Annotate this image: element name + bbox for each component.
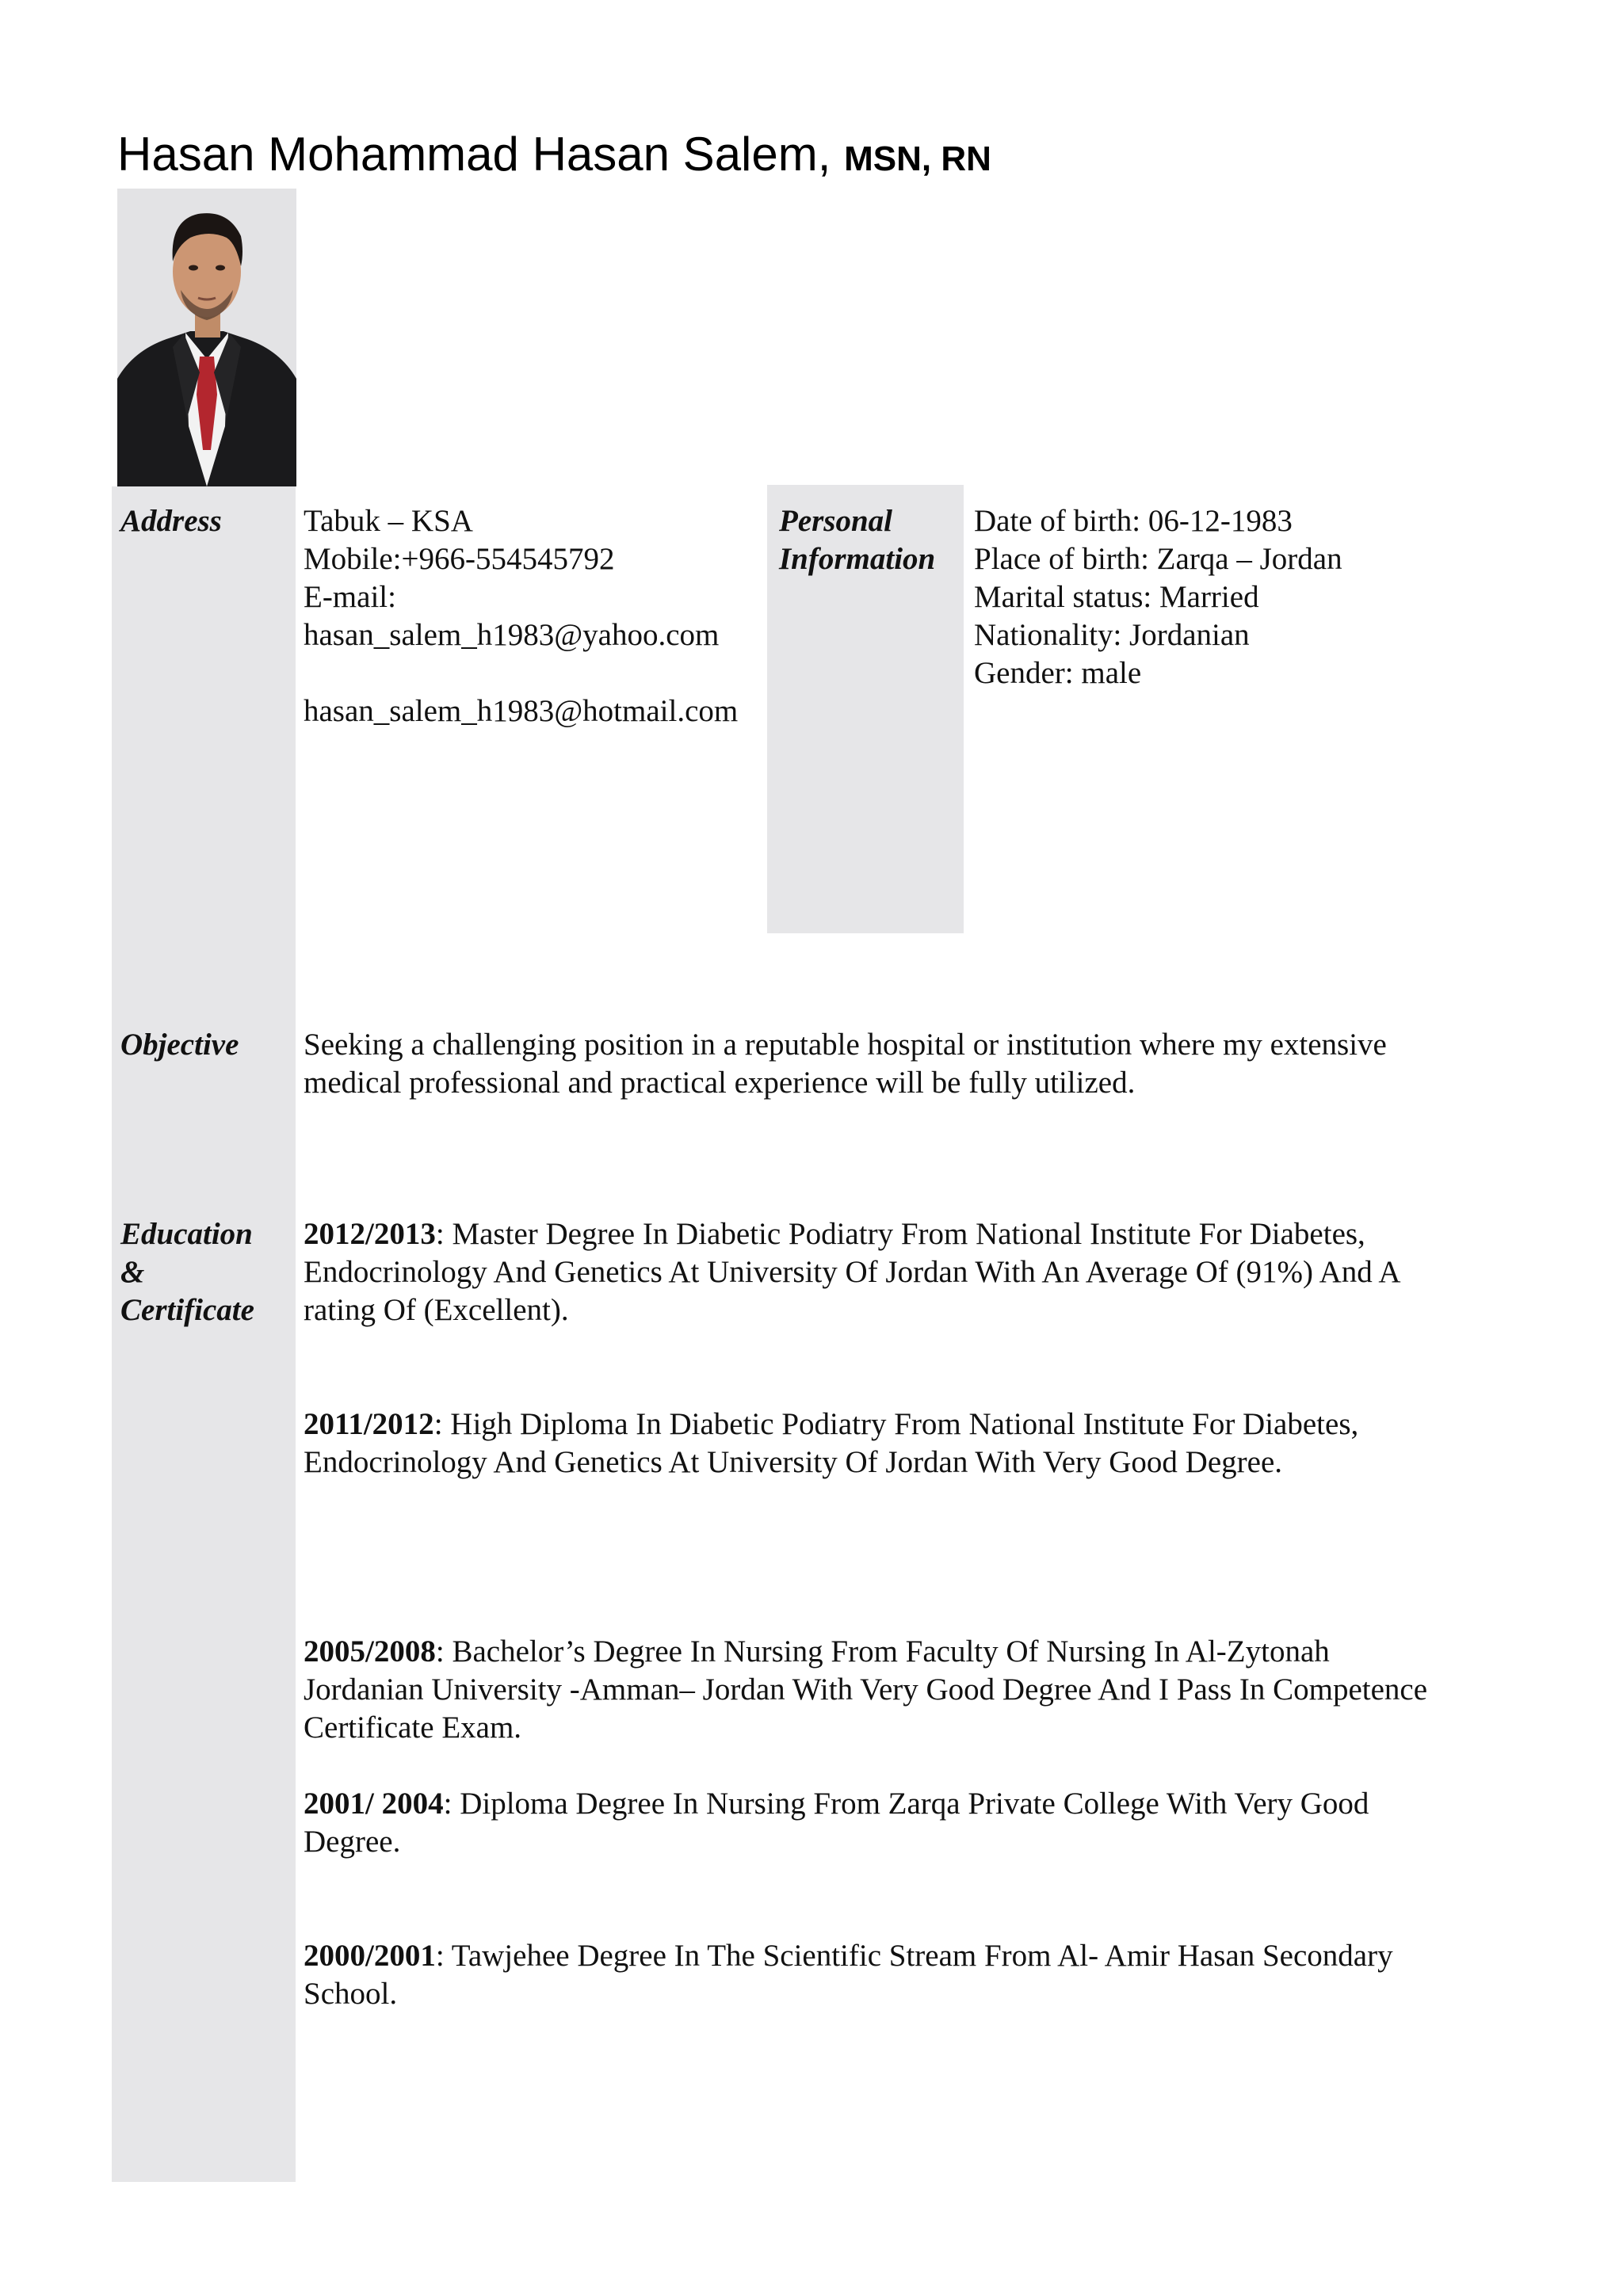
education-entry-line: Jordanian University -Amman– Jordan With Very Good Degree And I Pass In Competence — [304, 1672, 1428, 1707]
education-label-line3: Certificate — [120, 1293, 254, 1327]
education-text: Bachelor’s Degree In Nursing From Faculty Of Nursing In Al-Zytonah — [452, 1634, 1330, 1669]
education-year: 2001/ 2004 — [304, 1787, 444, 1821]
date-of-birth: Date of birth: 06-12-1983 — [974, 504, 1293, 538]
education-entry-line — [304, 1937, 1393, 1975]
objective-line: Seeking a challenging position in a reputable hospital or institution where my extensive — [304, 1028, 1387, 1062]
place-of-birth: Place of birth: Zarqa – Jordan — [974, 542, 1342, 576]
education-text: High Diploma In Diabetic Podiatry From National Institute For Diabetes, — [450, 1407, 1359, 1441]
personal-info-label-line2: Information — [779, 542, 936, 576]
education-entry-line — [304, 1215, 1401, 1253]
page-title — [117, 127, 991, 181]
marital-status: Marital status: Married — [974, 580, 1259, 614]
nationality: Nationality: Jordanian — [974, 618, 1250, 652]
email-label: E-mail: — [304, 580, 396, 614]
education-label-line1: Education — [120, 1217, 253, 1251]
email-hotmail: hasan_salem_h1983@hotmail.com — [304, 694, 739, 728]
email-yahoo: hasan_salem_h1983@yahoo.com — [304, 618, 720, 652]
portrait-image — [117, 189, 296, 486]
left-label-column — [112, 486, 296, 2182]
education-year: 2000/2001 — [304, 1939, 436, 1973]
education-entry-line — [304, 1785, 1369, 1823]
education-year-separator: : — [435, 1634, 453, 1669]
name: Hasan Mohammad Hasan Salem — [117, 128, 818, 181]
address-block — [304, 502, 738, 730]
education-entry-line: Degree. — [304, 1825, 401, 1859]
education-entry-line: Certificate Exam. — [304, 1711, 522, 1745]
education-text: Diploma Degree In Nursing From Zarqa Private College With Very Good — [460, 1787, 1369, 1821]
objective-text — [304, 1026, 1387, 1102]
education-entry — [304, 1633, 1427, 1747]
education-entry-line: Endocrinology And Genetics At University Of Jordan With Very Good Degree. — [304, 1445, 1283, 1479]
personal-info-label — [779, 502, 935, 578]
education-year-separator: : — [433, 1407, 451, 1441]
education-text: Tawjehee Degree In The Scientific Stream From Al- Amir Hasan Secondary — [451, 1939, 1393, 1973]
name-separator: , — [817, 128, 831, 181]
education-entry — [304, 1785, 1369, 1861]
personal-info-label-line1: Personal — [779, 504, 893, 538]
objective-label: Objective — [120, 1028, 239, 1062]
gender: Gender: male — [974, 656, 1142, 690]
education-entry — [304, 1215, 1401, 1329]
education-year-separator: : — [435, 1217, 453, 1251]
address-label: Address — [120, 504, 222, 538]
education-entry — [304, 1405, 1358, 1482]
personal-info-block — [974, 502, 1342, 692]
education-entry — [304, 1937, 1393, 2013]
education-year-separator: : — [443, 1787, 460, 1821]
education-entry-line — [304, 1405, 1358, 1444]
address-blank-line — [304, 654, 738, 692]
education-entry-line: Endocrinology And Genetics At University Of Jordan With An Average Of (91%) And A — [304, 1255, 1401, 1289]
education-label-line2: & — [120, 1255, 145, 1289]
objective-line: medical professional and practical experience will be fully utilized. — [304, 1066, 1136, 1100]
education-year: 2005/2008 — [304, 1634, 436, 1669]
address-line: Tabuk – KSA — [304, 504, 473, 538]
education-label — [120, 1215, 254, 1329]
education-text: Master Degree In Diabetic Podiatry From National Institute For Diabetes, — [452, 1217, 1365, 1251]
mobile-line: Mobile:+966-554545792 — [304, 542, 615, 576]
education-year: 2011/2012 — [304, 1407, 434, 1441]
education-year: 2012/2013 — [304, 1217, 436, 1251]
credentials: MSN, RN — [844, 139, 991, 178]
education-entry-line: School. — [304, 1977, 398, 2011]
education-entry-line — [304, 1633, 1427, 1671]
education-year-separator: : — [435, 1939, 452, 1973]
education-entry-line: rating Of (Excellent). — [304, 1293, 569, 1327]
profile-photo — [117, 189, 296, 486]
